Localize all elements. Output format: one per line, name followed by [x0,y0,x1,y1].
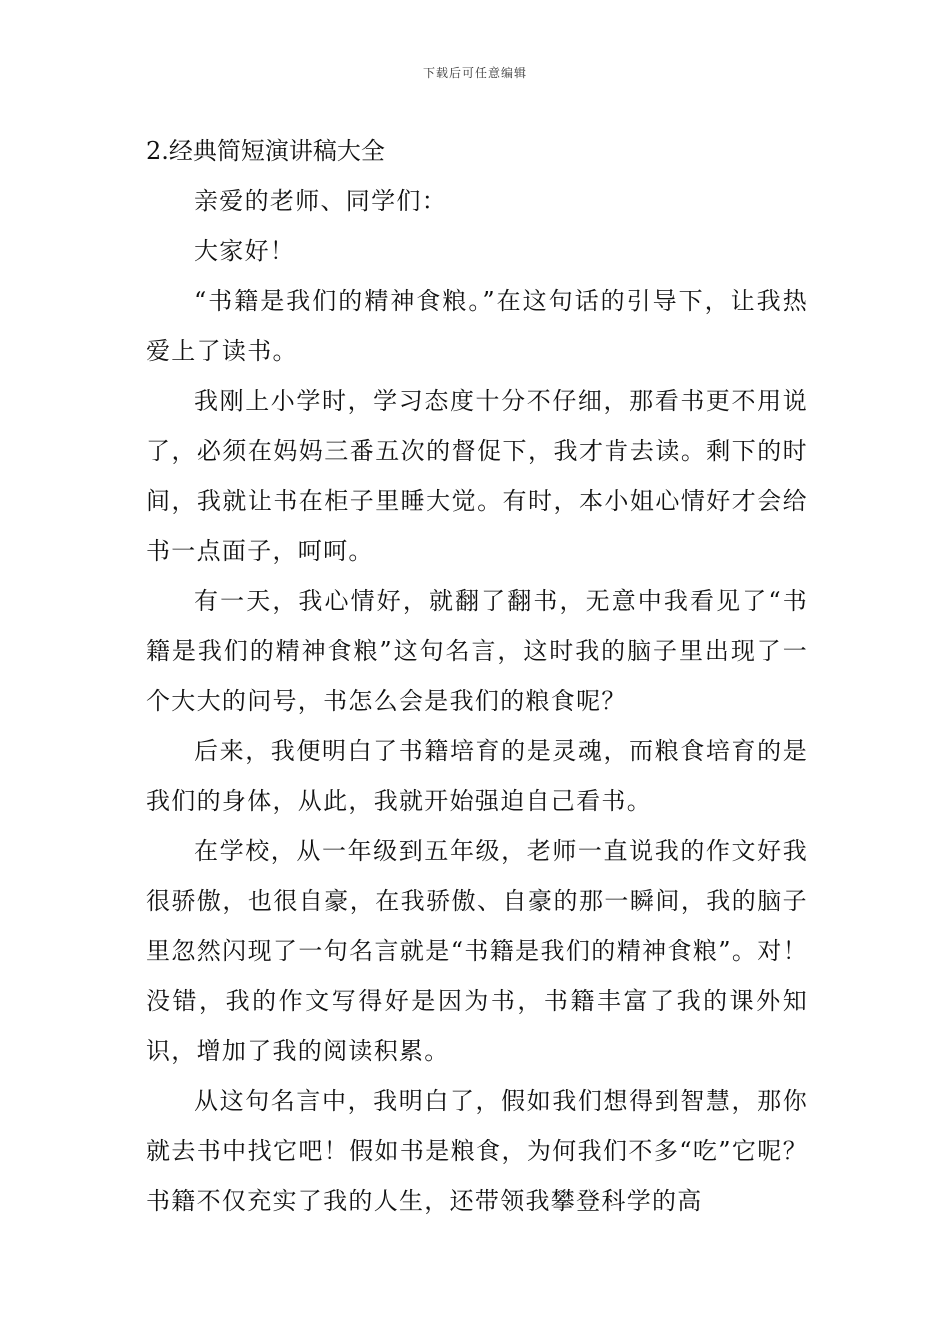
header-note: 下载后可任意编辑 [422,66,527,80]
paragraph-greeting: 大家好！ [194,237,296,265]
document-body [146,126,808,1226]
paragraph: 后来，我便明白了书籍培育的是灵魂，而粮食培育的是我们的身体，从此，我就开始强迫自己看书。 [146,737,808,815]
document-title: 2.经典简短演讲稿大全 [146,137,385,165]
paragraph: 在学校，从一年级到五年级，老师一直说我的作文好我很骄傲，也很自豪，在我骄傲、自豪的那一瞬间，我的脑子里忽然闪现了一句名言就是“书籍是我们的精神食粮”。对！没错，我的作文写得好是因为书，书籍丰富了我的课外知识，增加了我的阅读积累。 [146,837,808,1065]
paragraph-salutation: 亲爱的老师、同学们： [194,187,447,215]
paragraph: “书籍是我们的精神食粮。”在这句话的引导下，让我热爱上了读书。 [146,287,808,365]
paragraph: 我刚上小学时，学习态度十分不仔细，那看书更不用说了，必须在妈妈三番五次的督促下，我才肯去读。剩下的时间，我就让书在柜子里睡大觉。有时，本小姐心情好才会给书一点面子，呵呵。 [146,387,808,565]
paragraph: 从这句名言中，我明白了，假如我们想得到智慧，那你就去书中找它吧！假如书是粮食，为何我们不多“吃”它呢？书籍不仅充实了我的人生，还带领我攀登科学的高 [146,1087,808,1215]
paragraph: 有一天，我心情好，就翻了翻书，无意中我看见了“书籍是我们的精神食粮”这句名言，这时我的脑子里出现了一个大大的问号，书怎么会是我们的粮食呢？ [146,587,808,715]
